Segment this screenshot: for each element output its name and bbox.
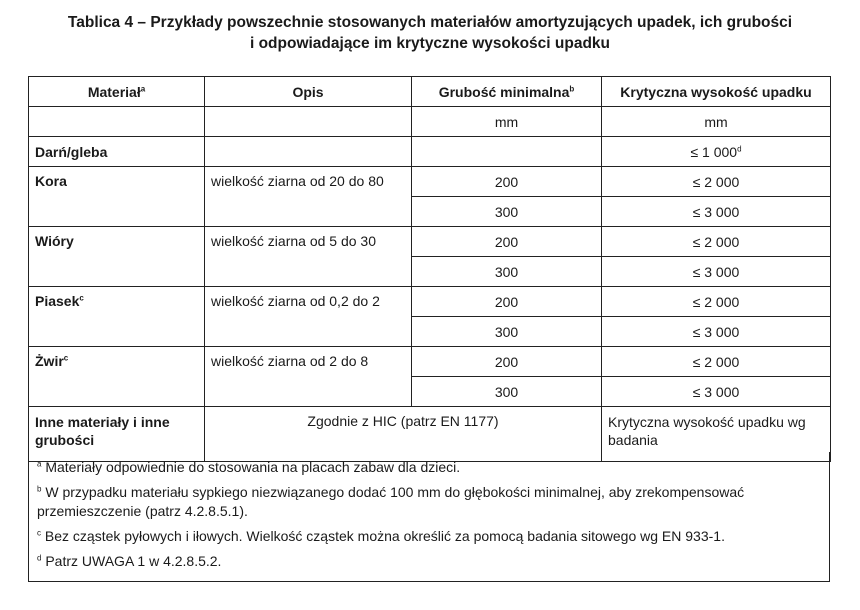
height-cell: ≤ 2 000 [602,227,831,257]
thickness-cell: 300 [412,377,602,407]
header-row [29,77,831,107]
material-cell: Żwir$^c$ [29,347,205,407]
unit-grubosc: mm [412,107,602,137]
opis-cell: wielkość ziarna od 5 do 30 [205,227,412,287]
table-row [29,167,831,197]
material-cell: Wióry [29,227,205,287]
table-row [29,227,831,257]
thickness-cell: 200 [412,167,602,197]
table-title-line-2: i odpowiadające im krytyczne wysokości upadku [249,35,611,52]
unit-krytyczna: mm [602,107,831,137]
table-title [0,12,860,54]
table-row [29,137,831,167]
material-cell: Piasek$^c$ [29,287,205,347]
thickness-cell: 300 [412,197,602,227]
opis-cell: Zgodnie z HIC (patrz EN 1177) [205,407,602,462]
height-cell: ≤ 3 000 [602,377,831,407]
header-opis: Opis [205,77,412,107]
height-cell: ≤ 2 000 [602,347,831,377]
materials-table [28,76,831,462]
footnote: $^d$ Patrz UWAGA 1 w 4.2.8.5.2. [37,553,222,569]
thickness-cell: 300 [412,317,602,347]
footnote: $^c$ Bez cząstek pyłowych i iłowych. Wielkość cząstek można określić za pomocą badania sitowego wg EN 933-1. [37,528,725,544]
thickness-cell: 200 [412,227,602,257]
material-cell: Darń/gleba [29,137,205,167]
material-cell: Inne materiały i inne grubości [29,407,205,462]
header-krytyczna: Krytyczna wysokość upadku [602,77,831,107]
thickness-cell: 300 [412,257,602,287]
footnotes [28,452,830,582]
units-row [29,107,831,137]
header-material: Materiał$^a$ [29,77,205,107]
height-cell: ≤ 3 000 [602,317,831,347]
opis-cell: wielkość ziarna od 20 do 80 [205,167,412,227]
footnote: $^b$ W przypadku materiału sypkiego niezwiązanego dodać 100 mm do głębokości minimalnej, aby zrekompensować przemieszczenie (patrz 4.2.8.5.1). [37,484,745,519]
height-cell: ≤ 3 000 [602,197,831,227]
height-cell: Krytyczna wysokość upadku wg badania [602,407,831,462]
thickness-cell: 200 [412,287,602,317]
header-grubosc: Grubość minimalna$^b$ [412,77,602,107]
opis-cell: wielkość ziarna od 0,2 do 2 [205,287,412,347]
table-row [29,347,831,377]
table-title-line-1: Tablica 4 – Przykłady powszechnie stosowanych materiałów amortyzujących upadek, ich grubości [67,14,793,31]
footnote: $^a$ Materiały odpowiednie do stosowania na placach zabaw dla dzieci. [37,459,461,475]
opis-cell: wielkość ziarna od 2 do 8 [205,347,412,407]
height-cell: ≤ 2 000 [602,287,831,317]
height-cell: ≤ 2 000 [602,167,831,197]
thickness-cell: 200 [412,347,602,377]
table-row [29,287,831,317]
material-cell: Kora [29,167,205,227]
height-cell: ≤ 1 000$^d$ [602,137,831,167]
height-cell: ≤ 3 000 [602,257,831,287]
